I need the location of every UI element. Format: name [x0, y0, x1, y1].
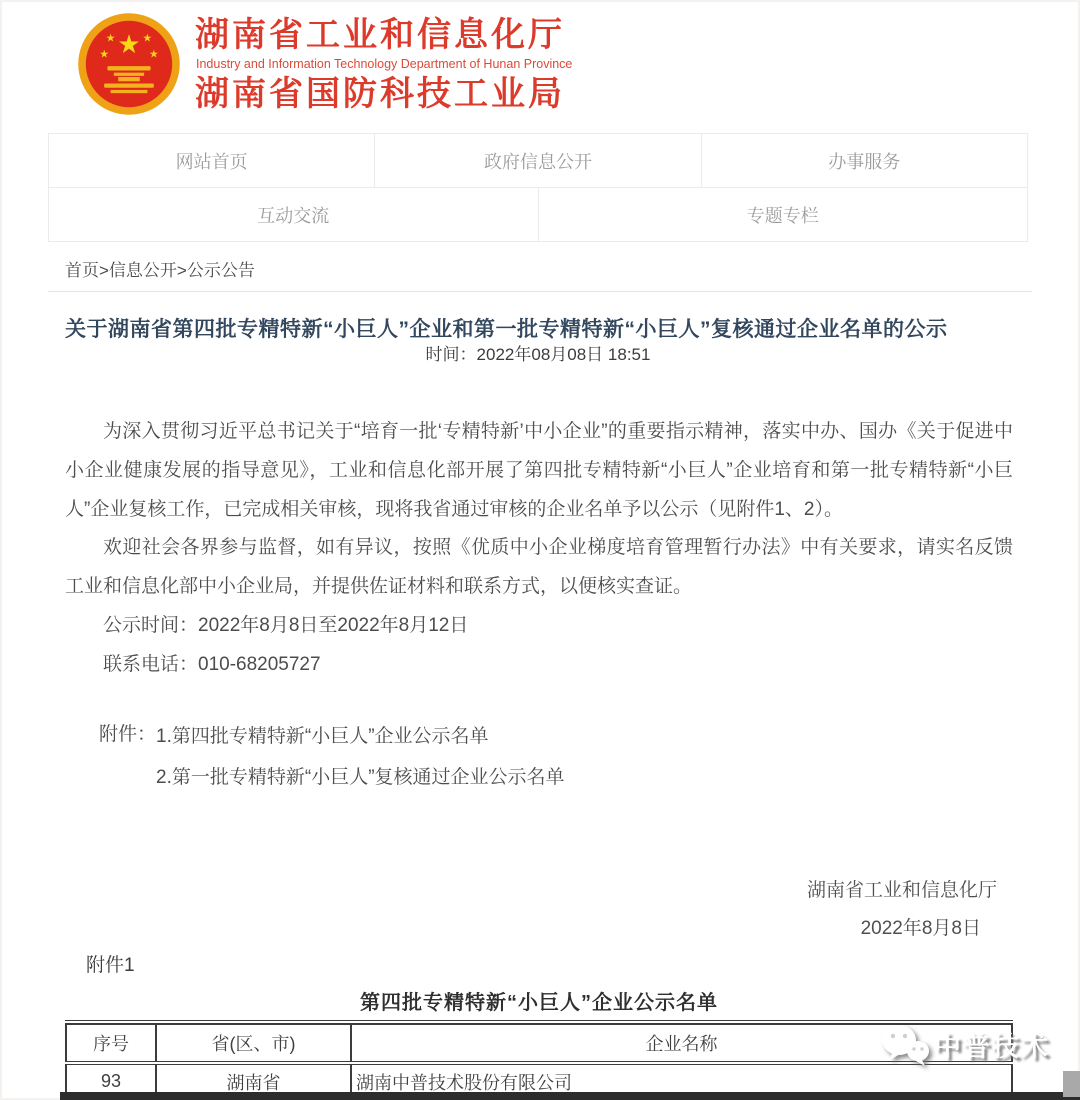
attachments-list	[156, 716, 1013, 798]
cell-serial-no: 93	[66, 1063, 156, 1099]
watermark-text: 中普技术	[934, 1031, 1050, 1062]
svg-text:★: ★	[99, 48, 110, 61]
attachment-link-1: 1.第四批专精特新“小巨人”企业公示名单	[156, 725, 489, 747]
nav-item-gov-info[interactable]: 政府信息公开	[374, 133, 701, 188]
corner-fragment	[1063, 1071, 1080, 1097]
page-title: 关于湖南省第四批专精特新“小巨人”企业和第一批专精特新“小巨人”复核通过企业名单的公示	[65, 318, 948, 342]
org-title-block	[195, 16, 572, 113]
main-nav	[48, 133, 1028, 242]
header-province: 省(区、市)	[156, 1024, 351, 1063]
org-name-primary: 湖南省工业和信息化厅	[195, 15, 565, 54]
signature-block	[65, 872, 1013, 948]
cell-enterprise-name: 湖南中普技术股份有限公司	[351, 1063, 1012, 1099]
attachment1-table-title: 第四批专精特新“小巨人”企业公示名单	[360, 992, 718, 1014]
svg-text:★: ★	[117, 31, 141, 60]
cell-province: 湖南省	[156, 1063, 351, 1099]
table-header-row	[66, 1024, 1012, 1063]
nav-item-special-columns[interactable]: 专题专栏	[538, 187, 1029, 242]
nav-row-2	[48, 187, 1028, 242]
nav-item-home[interactable]: 网站首页	[48, 133, 375, 188]
svg-text:★: ★	[148, 48, 159, 61]
svg-text:★: ★	[142, 32, 153, 45]
publish-time: 时间：2022年08月08日 18:51	[425, 345, 651, 364]
attachment1-label: 附件1	[86, 955, 135, 976]
header-enterprise-name: 企业名称	[351, 1024, 1012, 1063]
attachment-link-2: 2.第一批专精特新“小巨人”复核通过企业公示名单	[156, 766, 565, 788]
enterprise-table	[65, 1020, 1013, 1100]
contact-phone: 联系电话：010-68205727	[103, 653, 321, 675]
publicity-period: 公示时间：2022年8月8日至2022年8月12日	[103, 614, 469, 636]
breadcrumb-divider	[48, 291, 1032, 292]
nav-row-1	[48, 133, 1028, 188]
nav-item-services[interactable]: 办事服务	[701, 133, 1028, 188]
nav-item-interaction[interactable]: 互动交流	[48, 187, 539, 242]
org-name-secondary: 湖南省国防科技工业局	[195, 74, 565, 113]
header-serial-no: 序号	[66, 1024, 156, 1063]
paragraph-1: 为深入贯彻习近平总书记关于“培育一批‘专精特新’中小企业”的重要指示精神，落实中办、国办《关于促进中小企业健康发展的指导意见》，工业和信息化部开展了第四批专精特新“小巨人”企业培育和第一批专精特新“小巨人”企业复核工作，已完成相关审核，现将我省通过审核的企业名单予以公示（见附件1、2）。	[65, 421, 1013, 520]
signature-date: 2022年8月8日	[860, 918, 981, 939]
next-row-edge	[60, 1092, 1080, 1100]
wechat-icon	[878, 1020, 930, 1068]
svg-text:★: ★	[105, 32, 116, 45]
article-body	[65, 413, 1013, 798]
paragraph-2: 欢迎社会各界参与监督，如有异议，按照《优质中小企业梯度培育管理暂行办法》中有关要求，请实名反馈工业和信息化部中小企业局，并提供佐证材料和联系方式，以便核实查证。	[65, 537, 1013, 598]
national-emblem-icon	[75, 10, 183, 118]
attachments-block	[99, 716, 1013, 798]
signature-org: 湖南省工业和信息化厅	[806, 880, 997, 901]
org-name-english: Industry and Information Technology Department of Hunan Province	[196, 56, 573, 71]
attachments-label: 附件：	[99, 723, 157, 745]
breadcrumb[interactable]: 首页>信息公开>公示公告	[65, 261, 255, 280]
watermark	[878, 1020, 1050, 1068]
site-masthead	[75, 10, 572, 118]
